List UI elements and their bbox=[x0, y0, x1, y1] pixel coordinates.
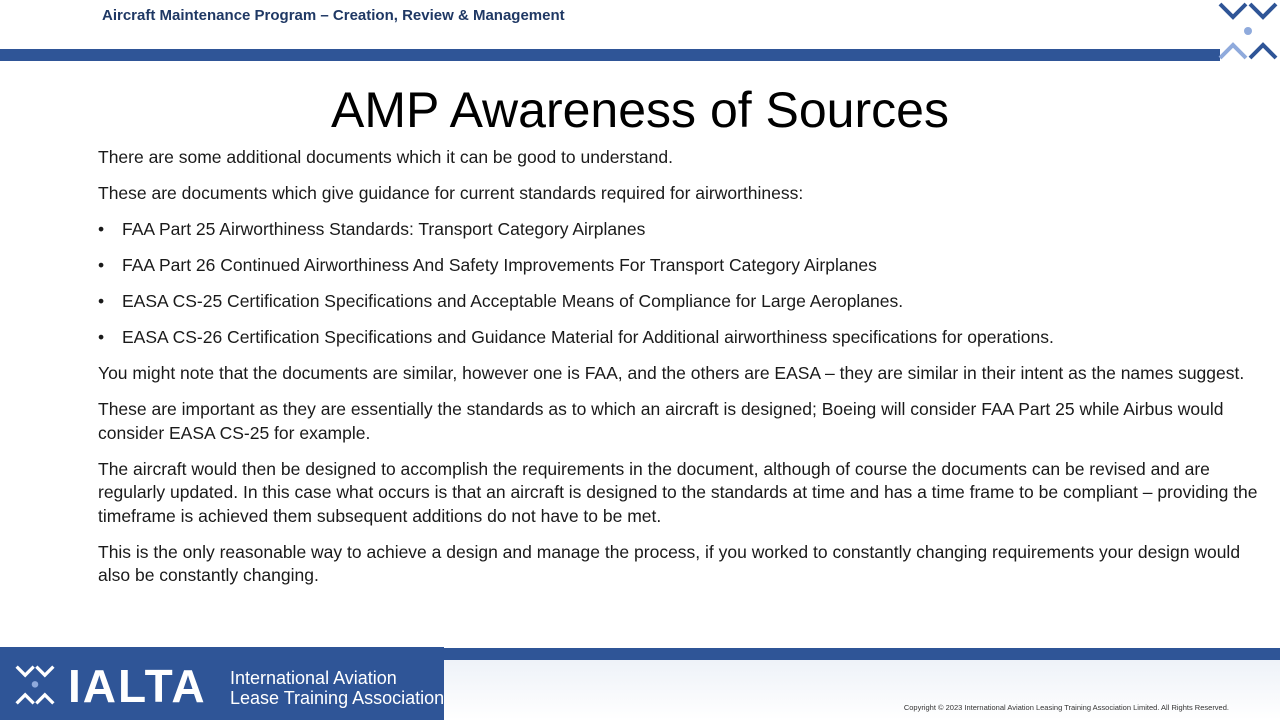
organization-name bbox=[230, 668, 444, 708]
slide-body bbox=[98, 146, 1258, 600]
program-title: Aircraft Maintenance Program – Creation, Review & Management bbox=[102, 7, 565, 24]
organization-line-1: International Aviation bbox=[230, 668, 397, 688]
list-item: • FAA Part 25 Airworthiness Standards: Transport Category Airplanes bbox=[98, 218, 1258, 242]
body-paragraph: This is the only reasonable way to achieve a design and manage the process, if you worked to constantly changing requirements your design would also be constantly changing. bbox=[98, 541, 1241, 585]
document-list bbox=[98, 218, 1258, 350]
intro-paragraph: There are some additional documents which it can be good to understand. bbox=[98, 147, 673, 167]
intro-paragraph: These are documents which give guidance for current standards required for airworthiness: bbox=[98, 183, 804, 203]
list-item: • EASA CS-26 Certification Specifications and Guidance Material for Additional airworthiness specifications for operations. bbox=[98, 326, 1258, 350]
footer-divider bbox=[443, 648, 1280, 660]
organization-line-2: Lease Training Association bbox=[230, 688, 445, 708]
body-paragraph: You might note that the documents are similar, however one is FAA, and the others are EASA – they are similar in their intent as the names suggest. bbox=[98, 363, 1245, 383]
header-divider bbox=[0, 49, 1220, 61]
list-item: • FAA Part 26 Continued Airworthiness And Safety Improvements For Transport Category Airplanes bbox=[98, 254, 1258, 278]
ialta-mark-icon bbox=[14, 664, 56, 706]
slide-title: AMP Awareness of Sources bbox=[331, 82, 949, 138]
list-item: • EASA CS-25 Certification Specifications and Acceptable Means of Compliance for Large Aeroplanes. bbox=[98, 290, 1258, 314]
body-paragraph: The aircraft would then be designed to accomplish the requirements in the document, although of course the documents can be revised and are regularly updated. In this case what occurs is that an aircraft is designed to the standards at time and has a time frame to be compliant – providing the timeframe is achieved them subsequent additions do not have to be met. bbox=[98, 458, 1258, 526]
ialta-mark-icon bbox=[1216, 0, 1280, 64]
body-paragraph: These are important as they are essentially the standards as to which an aircraft is designed; Boeing will consider FAA Part 25 while Airbus would consider EASA CS-25 for example. bbox=[98, 399, 1224, 443]
ialta-wordmark: IALTA bbox=[68, 660, 207, 712]
copyright-notice: Copyright © 2023 International Aviation Leasing Training Association Limited. All Rights Reserved. bbox=[903, 703, 1229, 712]
ialta-logo bbox=[0, 647, 444, 720]
